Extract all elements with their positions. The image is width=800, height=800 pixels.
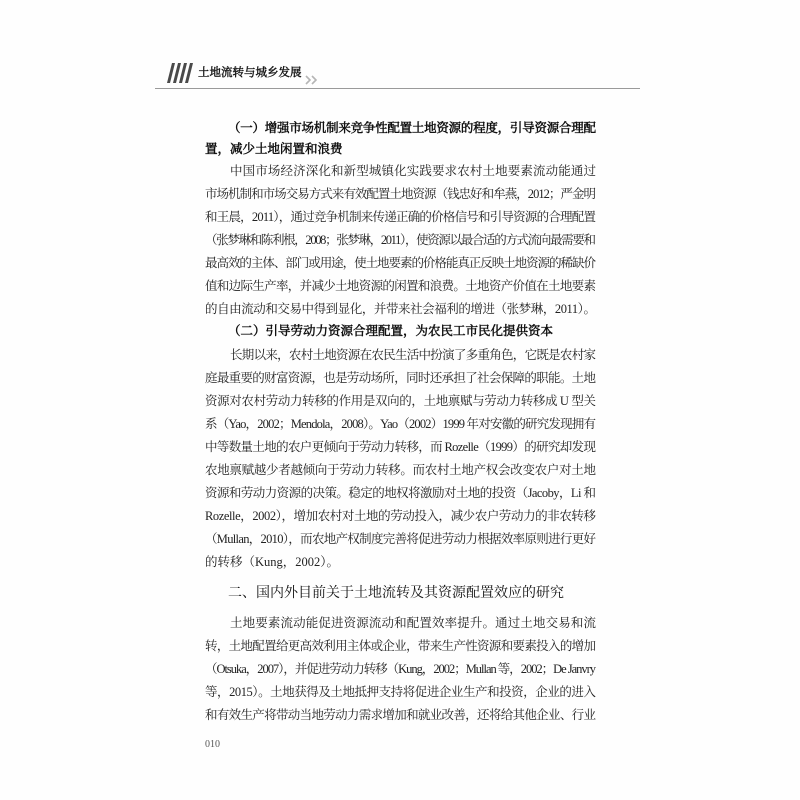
- page-number: 010: [205, 739, 220, 750]
- text-line: 中国市场经济深化和新型城镇化实践要求农村土地要素流动能通过: [230, 164, 597, 178]
- text-line: （张梦琳和陈利根，2008；张梦琳，2011），使资源以最合适的方式流向最需要和: [205, 233, 595, 247]
- subsection-heading-2: [205, 320, 596, 343]
- heading-line: 二、国内外目前关于土地流转及其资源配置效应的研究: [228, 584, 564, 600]
- paragraph-1: [205, 160, 596, 321]
- paragraph-2: [205, 344, 596, 574]
- text-line: 庭最重要的财富资源，也是劳动场所，同时还承担了社会保障的职能。土地: [205, 371, 596, 385]
- slash-bars-icon: [167, 63, 193, 83]
- text-line: 长期以来，农村土地资源在农民生活中扮演了多重角色，它既是农村家: [230, 348, 596, 362]
- heading-line: 置，减少土地闲置和浪费: [205, 142, 343, 156]
- text-line: 等，2015）。土地获得及土地抵押支持将促进企业生产和投资，企业的进入: [205, 685, 596, 699]
- text-line: （Mullan，2010），而农地产权制度完善将促进劳动力根据效率原则进行更好: [205, 532, 596, 546]
- text-line: 资源和劳动力资源的决策。稳定的地权将激励对土地的投资（Jacoby，Li 和: [205, 486, 596, 500]
- text-line: 的转移（Kung，2002）。: [205, 555, 340, 569]
- text-line: Rozelle，2002），增加农村对土地的劳动投入，减少农户劳动力的非农转移: [205, 509, 596, 523]
- running-header-title: 土地流转与城乡发展: [198, 67, 302, 79]
- text-line: 的自由流动和交易中得到显化，并带来社会福利的增进（张梦琳，2011）。: [205, 302, 596, 316]
- text-line: 资源对农村劳动力转移的作用是双向的，土地禀赋与劳动力转移成 U 型关: [205, 394, 596, 408]
- text-line: 和王晨，2011），通过竞争机制来传递正确的价格信号和引导资源的合理配置: [205, 210, 596, 224]
- double-chevron-right-icon: [305, 75, 319, 85]
- text-line: 土地要素流动能促进资源流动和配置效率提升。通过土地交易和流: [230, 616, 597, 630]
- text-line: 农地禀赋越少者越倾向于劳动力转移。而农村土地产权会改变农户对土地: [205, 463, 596, 477]
- text-line: 和有效生产将带动当地劳动力需求增加和就业改善，还将给其他企业、行业: [205, 708, 596, 722]
- heading-line: （二）引导劳动力资源合理配置，为农民工市民化提供资本: [228, 324, 554, 338]
- subsection-heading-1: [205, 118, 596, 160]
- text-line: 系（Yao，2002；Mendola，2008）。Yao（2002）1999 年对安徽的研究发现拥有: [205, 417, 596, 431]
- paragraph-3: [205, 612, 596, 727]
- text-line: 转，土地配置给更高效利用主体或企业，带来生产性资源和要素投入的增加: [205, 639, 596, 653]
- text-line: 市场机制和市场交易方式来有效配置土地资源（钱忠好和牟燕，2012；严金明: [205, 187, 596, 201]
- text-line: （Otsuka，2007），并促进劳动力转移（Kung，2002；Mullan 等，2002；De Janvry: [205, 662, 595, 676]
- header-rule: [155, 88, 640, 89]
- text-line: 值和边际生产率，并减少土地资源的闲置和浪费。土地资产价值在土地要素: [205, 279, 596, 293]
- text-line: 中等数量土地的农户更倾向于劳动力转移，而 Rozelle（1999）的研究却发现: [205, 440, 596, 454]
- heading-line: （一）增强市场机制来竞争性配置土地资源的程度，引导资源合理配: [228, 121, 596, 135]
- section-heading: [205, 580, 596, 604]
- text-line: 最高效的主体、部门或用途，使土地要素的价格能真正反映土地资源的稀缺价: [205, 256, 595, 270]
